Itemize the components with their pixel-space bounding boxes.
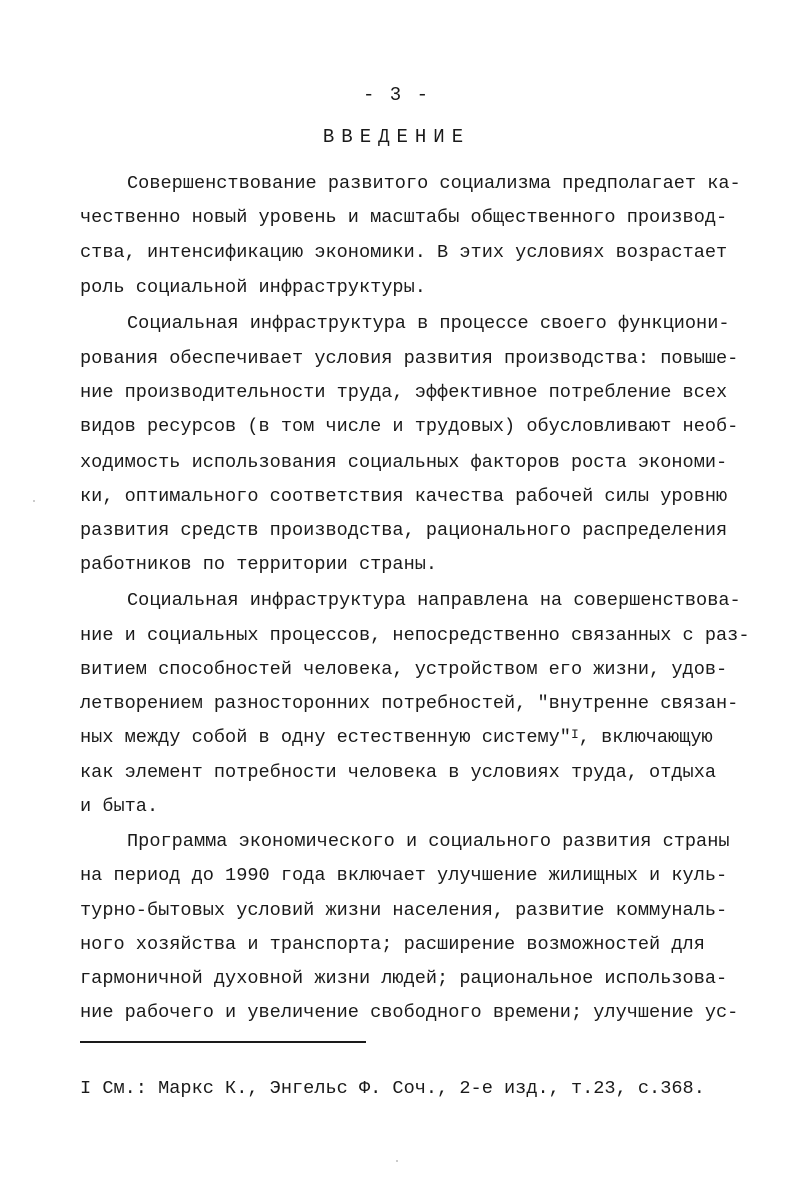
- text-line: работников по территории страны.: [80, 554, 438, 575]
- footnote-marker: I: [570, 727, 579, 742]
- scan-speck: [33, 500, 35, 502]
- text-line: ного хозяйства и транспорта; расширение возможностей для: [80, 934, 705, 955]
- text-line: ние рабочего и увеличение свободного времени; улучшение ус-: [80, 1002, 739, 1023]
- scan-speck: [396, 1160, 398, 1162]
- text-line-with-footnote: [80, 726, 713, 751]
- text-line: развития средств производства, рационального распределения: [80, 520, 728, 541]
- text-line: Совершенствование развитого социализма предполагает ка-: [127, 173, 741, 194]
- footnote-divider: [80, 1041, 366, 1043]
- text-line: ние производительности труда, эффективное потребление всех: [80, 382, 728, 403]
- text-line: ства, интенсификацию экономики. В этих условиях возрастает: [80, 242, 728, 263]
- text-line: как элемент потребности человека в условиях труда, отдыха: [80, 762, 717, 783]
- text-line: летворением разносторонних потребностей, "внутренне связан-: [80, 693, 739, 714]
- page-number: - 3 -: [362, 84, 430, 106]
- footnote-text: I См.: Маркс К., Энгельс Ф. Соч., 2-е изд., т.23, с.368.: [80, 1078, 705, 1099]
- text-line: турно-бытовых условий жизни населения, развитие коммуналь-: [80, 900, 728, 921]
- text-line: рования обеспечивает условия развития производства: повыше-: [80, 348, 739, 369]
- text-line-tail: , включающую: [578, 727, 713, 748]
- section-heading: ВВЕДЕНИЕ: [322, 126, 471, 148]
- text-line: ки, оптимального соответствия качества рабочей силы уровню: [80, 486, 728, 507]
- text-line: Социальная инфраструктура в процессе своего функциони-: [127, 313, 730, 334]
- text-line: на период до 1990 года включает улучшение жилищных и куль-: [80, 865, 728, 886]
- text-line: Социальная инфраструктура направлена на совершенствова-: [127, 590, 741, 611]
- text-line: и быта.: [80, 796, 159, 817]
- text-line: ходимость использования социальных факторов роста экономи-: [80, 452, 728, 473]
- text-line: видов ресурсов (в том числе и трудовых) обусловливают необ-: [80, 416, 739, 437]
- text-line: роль социальной инфраструктуры.: [80, 277, 426, 298]
- text-line: ние и социальных процессов, непосредственно связанных с раз-: [80, 625, 750, 646]
- text-line: Программа экономического и социального развития страны: [127, 831, 730, 852]
- text-line: витием способностей человека, устройством его жизни, удов-: [80, 659, 728, 680]
- text-line-head: ных между собой в одну естественную систему": [80, 727, 571, 748]
- text-line: гармоничной духовной жизни людей; рациональное использова-: [80, 968, 728, 989]
- text-line: чественно новый уровень и масштабы общественного производ-: [80, 207, 728, 228]
